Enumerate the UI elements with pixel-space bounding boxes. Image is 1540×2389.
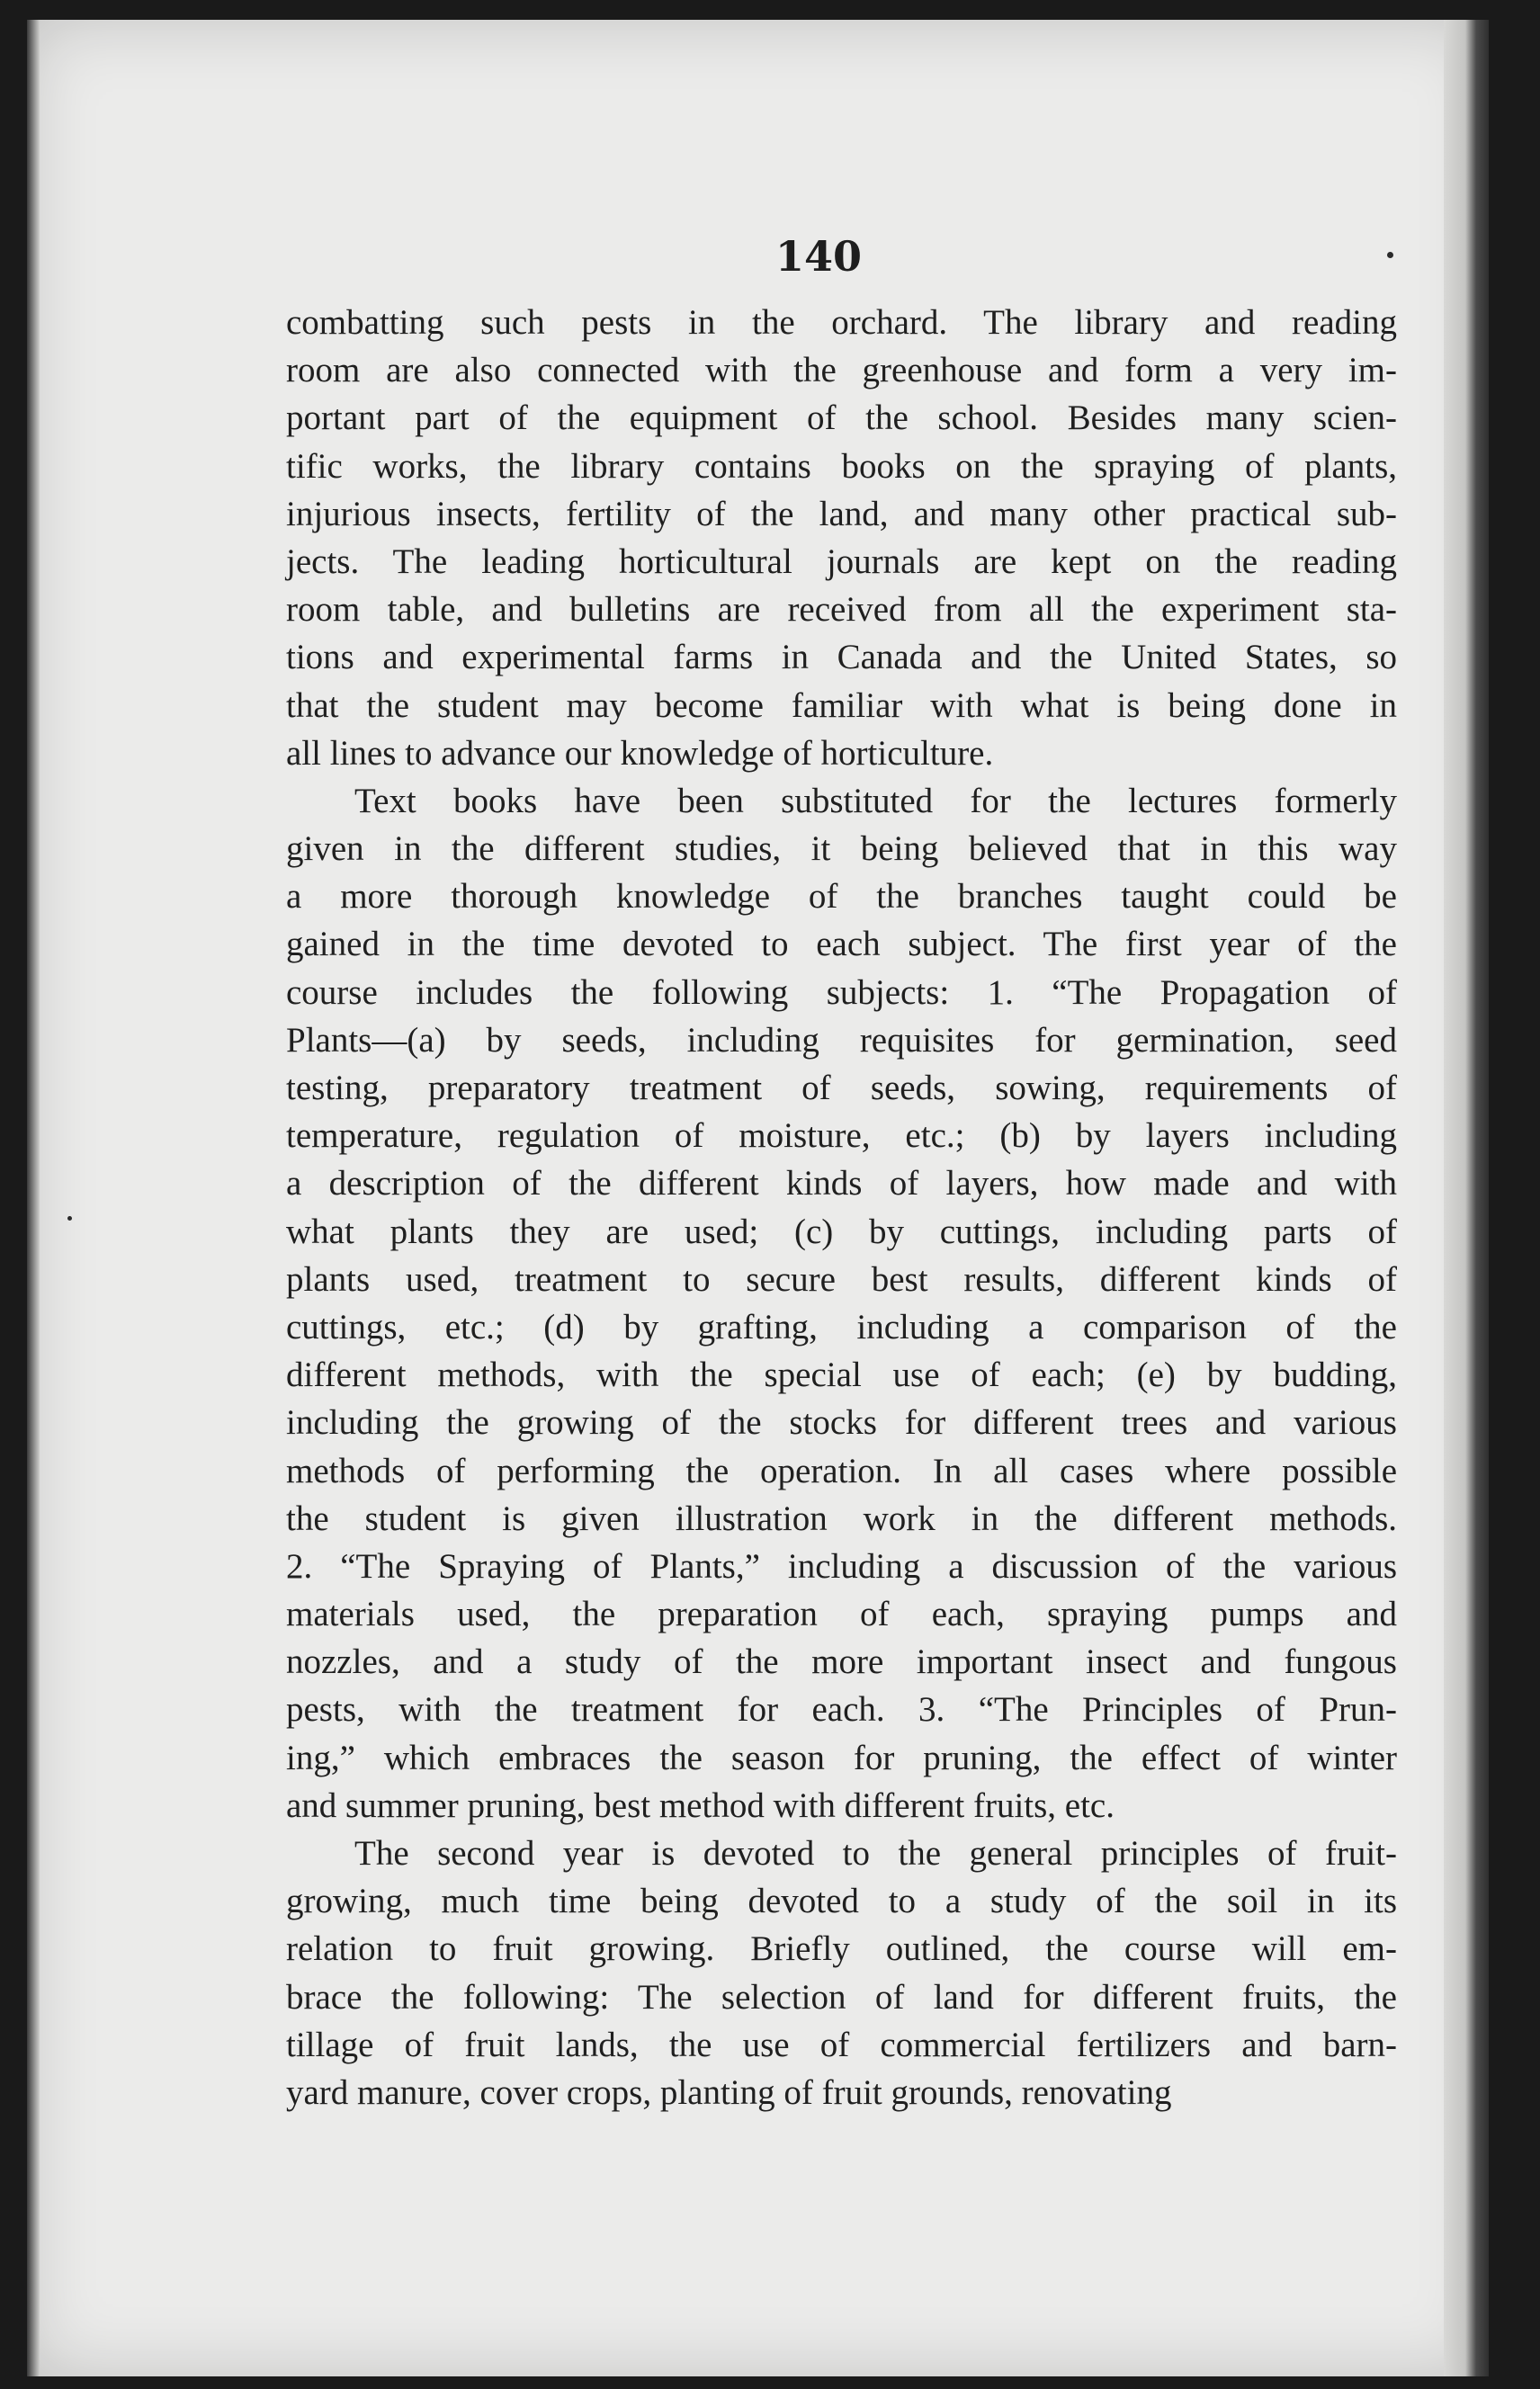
text-line: what plants they are used; (c) by cuttings, including parts of xyxy=(286,1212,1397,1251)
text-line: temperature, regulation of moisture, etc.; (b) by layers including xyxy=(286,1116,1397,1156)
text-line: pests, with the treatment for each. 3. “The Principles of Prun- xyxy=(286,1690,1397,1730)
text-line: given in the different studies, it being believed that in this way xyxy=(286,829,1397,869)
text-line: a more thorough knowledge of the branches taught could be xyxy=(286,877,1397,917)
text-line: The second year is devoted to the general principles of fruit- xyxy=(354,1834,1397,1873)
text-line: the student is given illustration work in the different methods. xyxy=(286,1499,1397,1538)
page-left-edge xyxy=(27,20,40,2376)
text-line: materials used, the preparation of each, spraying pumps and xyxy=(286,1595,1397,1634)
text-line: tific works, the library contains books on the spraying of plants, xyxy=(286,446,1397,486)
text-line: room are also connected with the greenhouse and form a very im- xyxy=(286,351,1397,390)
text-line: that the student may become familiar with what is being done in xyxy=(286,685,1397,725)
text-line: room table, and bulletins are received from all the experiment sta- xyxy=(286,590,1397,630)
text-line: yard manure, cover crops, planting of fruit grounds, renovating xyxy=(286,2072,1172,2112)
text-line: growing, much time being devoted to a study of the soil in its xyxy=(286,1882,1397,1921)
text-line: a description of the different kinds of layers, how made and with xyxy=(286,1164,1397,1203)
speck-mark xyxy=(67,1216,72,1221)
paragraph xyxy=(286,777,1397,1830)
text-line: jects. The leading horticultural journals are kept on the reading xyxy=(286,541,1397,581)
text-line: course includes the following subjects: 1. “The Propagation of xyxy=(286,972,1397,1012)
paragraph xyxy=(286,1830,1397,2116)
text-line: 2. “The Spraying of Plants,” including a discussion of the various xyxy=(286,1546,1397,1586)
text-line: tillage of fruit lands, the use of commercial fertilizers and barn- xyxy=(286,2025,1397,2064)
text-line: relation to fruit growing. Briefly outlined, the course will em- xyxy=(286,1929,1397,1969)
text-line: cuttings, etc.; (d) by grafting, including a comparison of the xyxy=(286,1307,1397,1347)
text-line: Plants—(a) by seeds, including requisites for germination, seed xyxy=(286,1020,1397,1060)
page-number: 140 xyxy=(774,232,863,281)
text-line: gained in the time devoted to each subject. The first year of the xyxy=(286,925,1397,964)
text-line: combatting such pests in the orchard. The library and reading xyxy=(286,303,1397,342)
text-line: injurious insects, fertility of the land, and many other practical sub- xyxy=(286,494,1397,533)
text-line: all lines to advance our knowledge of horticulture. xyxy=(286,733,994,773)
text-line: testing, preparatory treatment of seeds, sowing, requirements of xyxy=(286,1069,1397,1107)
body-text xyxy=(286,299,1397,2116)
text-line: nozzles, and a study of the more important insect and fungous xyxy=(286,1642,1397,1682)
text-line: methods of performing the operation. In all cases where possible xyxy=(286,1451,1397,1490)
text-line: including the growing of the stocks for different trees and various xyxy=(286,1403,1397,1443)
page-gutter-shadow xyxy=(1444,20,1489,2376)
text-line: tions and experimental farms in Canada and the United States, so xyxy=(286,638,1397,677)
text-line: Text books have been substituted for the lectures formerly xyxy=(354,781,1397,820)
text-line: different methods, with the special use of each; (e) by budding, xyxy=(286,1356,1397,1395)
paragraph xyxy=(286,299,1397,777)
text-line: and summer pruning, best method with different fruits, etc. xyxy=(286,1785,1115,1825)
text-line: ing,” which embraces the season for pruning, the effect of winter xyxy=(286,1738,1397,1777)
text-line: plants used, treatment to secure best results, different kinds of xyxy=(286,1259,1397,1299)
text-line: brace the following: The selection of land for different fruits, the xyxy=(286,1977,1397,2017)
text-line: portant part of the equipment of the school. Besides many scien- xyxy=(286,398,1397,438)
